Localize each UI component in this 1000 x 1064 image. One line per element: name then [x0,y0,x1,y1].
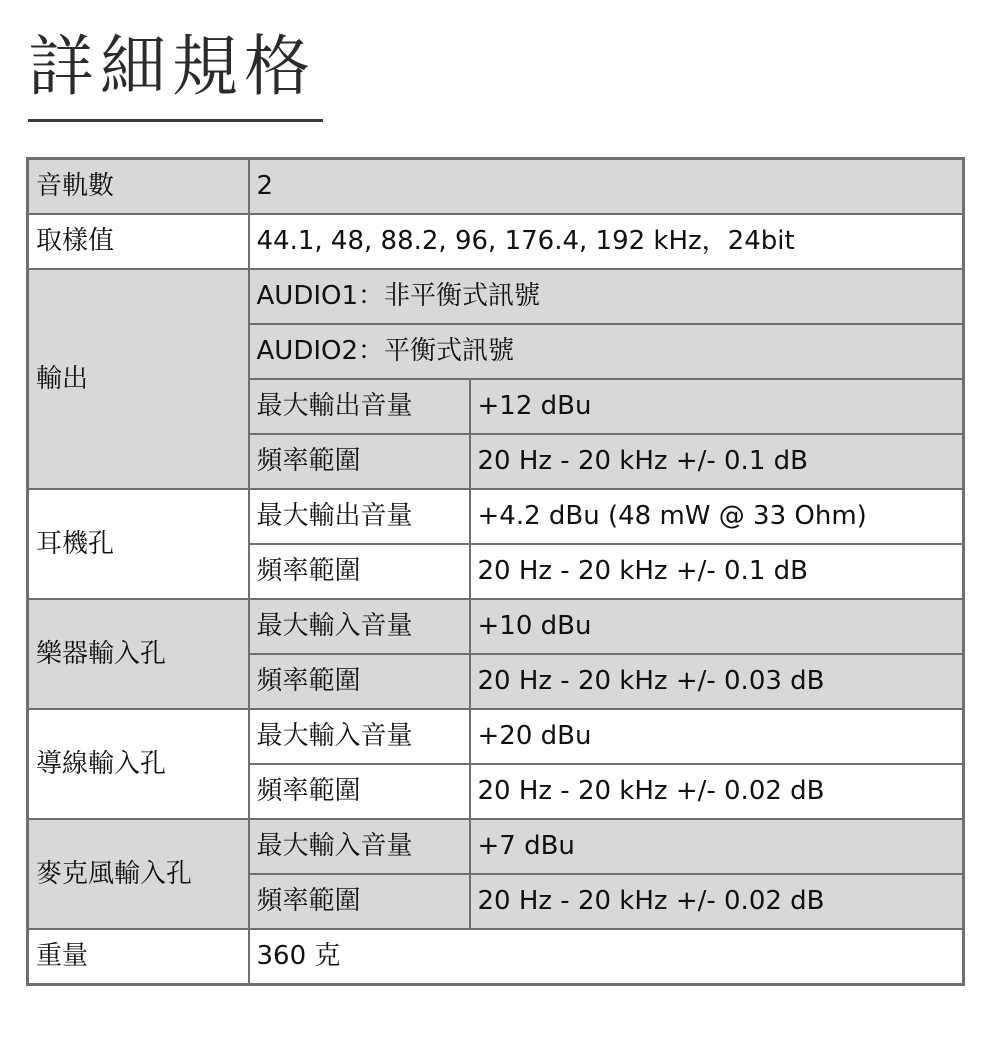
spec-value: +20 dBu [470,709,964,764]
spec-value: 360 克 [249,929,964,985]
spec-label: 音軌數 [28,159,249,215]
spec-sublabel: 最大輸出音量 [249,489,470,544]
spec-label: 麥克風輸入孔 [28,819,249,929]
spec-label: 輸出 [28,269,249,489]
spec-value: 20 Hz - 20 kHz +/- 0.1 dB [470,544,964,599]
spec-sublabel: 頻率範圍 [249,874,470,929]
spec-sublabel: 頻率範圍 [249,654,470,709]
spec-sublabel: 頻率範圍 [249,544,470,599]
spec-sublabel: 最大輸入音量 [249,709,470,764]
spec-value: 2 [249,159,964,215]
spec-value: +12 dBu [470,379,964,434]
spec-sublabel: 頻率範圍 [249,434,470,489]
spec-value: 20 Hz - 20 kHz +/- 0.02 dB [470,764,964,819]
spec-sublabel: 最大輸入音量 [249,819,470,874]
spec-label: 耳機孔 [28,489,249,599]
spec-value: +10 dBu [470,599,964,654]
spec-label: 導線輸入孔 [28,709,249,819]
table-row-line [28,709,964,764]
table-row-output [28,269,964,324]
spec-label: 取樣值 [28,214,249,269]
title-underline [28,119,323,122]
spec-value: +4.2 dBu (48 mW @ 33 Ohm) [470,489,964,544]
spec-label: 樂器輸入孔 [28,599,249,709]
spec-value: 20 Hz - 20 kHz +/- 0.02 dB [470,874,964,929]
spec-sublabel: 最大輸出音量 [249,379,470,434]
table-row-instrument [28,599,964,654]
table-row-tracks [28,159,964,215]
spec-sublabel: 頻率範圍 [249,764,470,819]
spec-value: 44.1, 48, 88.2, 96, 176.4, 192 kHz，24bit [249,214,964,269]
spec-label: 重量 [28,929,249,985]
spec-table [26,157,965,986]
page-title: 詳細規格 [28,28,316,105]
table-row-weight [28,929,964,985]
spec-value: 20 Hz - 20 kHz +/- 0.03 dB [470,654,964,709]
spec-sublabel: 最大輸入音量 [249,599,470,654]
table-row-headphone [28,489,964,544]
table-row-mic [28,819,964,874]
spec-value: 20 Hz - 20 kHz +/- 0.1 dB [470,434,964,489]
spec-value: +7 dBu [470,819,964,874]
spec-value: AUDIO2：平衡式訊號 [249,324,964,379]
table-row-samplerate [28,214,964,269]
spec-value: AUDIO1：非平衡式訊號 [249,269,964,324]
